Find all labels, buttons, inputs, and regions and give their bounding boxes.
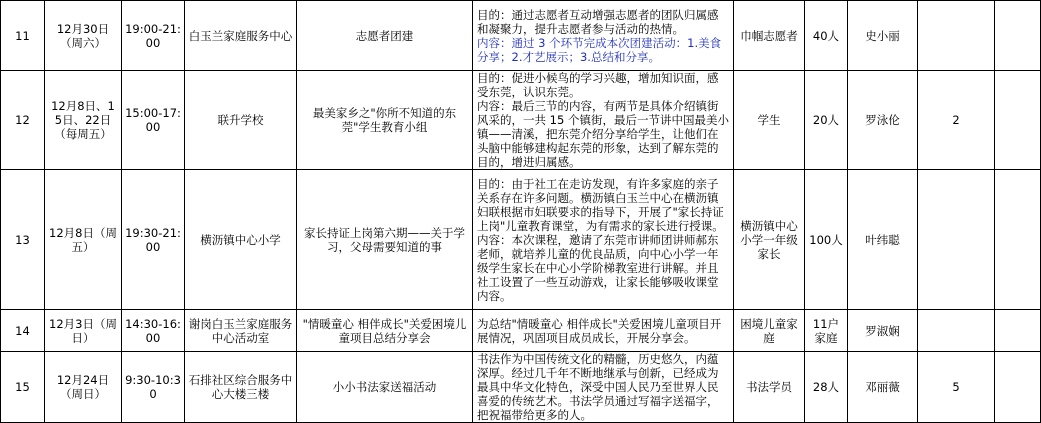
count-cell: 20人 [805,71,848,170]
table-row [1,310,1041,352]
staff-cell: 叶纬聪 [848,170,918,310]
row-number: 12 [1,71,45,170]
content-purpose: 目的：由于社工在走访发现，有许多家庭的亲子关系存在许多问题。横沥镇白玉兰中心在横沥镇妇联根据市妇联要求的指导下，开展了"家长持证上岗"儿童教育课堂，为有需求的家长进行授课。 [477,176,724,233]
activity-cell: 小小书法家送福活动 [297,352,473,423]
table-row [1,71,1041,170]
content-detail: 内容：通过 3 个环节完成本次团建活动：1.美食分享；2.才艺展示；3.总结和分享。 [477,35,722,64]
count-cell: 100人 [805,170,848,310]
staff-cell: 史小丽 [848,1,918,71]
blank-cell [995,352,1041,423]
activity-cell: 志愿者团建 [297,1,473,71]
target-cell: 横沥镇中心小学一年级家长 [734,170,805,310]
staff-cell: 邓丽薇 [848,352,918,423]
time-cell: 19:00-21:00 [122,1,185,71]
location-cell: 横沥镇中心小学 [185,170,297,310]
content-cell [473,170,734,310]
activity-cell: "情暖童心 相伴成长"关爱困境儿童项目总结分享会 [297,310,473,352]
location-cell: 白玉兰家庭服务中心 [185,1,297,71]
content-cell [473,310,734,352]
activity-cell: 家长持证上岗第六期——关于学习，父母需要知道的事 [297,170,473,310]
blank-cell [995,310,1041,352]
content-purpose: 目的：通过志愿者互动增强志愿者的团队归属感和凝聚力，提升志愿者参与活动的热情。 [477,7,719,36]
content-cell [473,71,734,170]
location-cell: 石排社区综合服务中心大楼三楼 [185,352,297,423]
target-cell: 困境儿童家庭 [734,310,805,352]
content-detail: 内容：本次课程，邀请了东莞市讲师团讲师郝东老师，就培养儿童的优良品质，向中心小学一年级学生家长在中心小学阶梯教室进行讲解。并且社工设置了一些互动游戏，让家长能够吸收课堂内容。 [477,232,719,303]
count-cell: 28人 [805,352,848,423]
activity-cell: 最美家乡之"你所不知道的东莞"学生教育小组 [297,71,473,170]
time-cell: 19:30-21:00 [122,170,185,310]
time-cell: 15:00-17:00 [122,71,185,170]
content-purpose: 为总结"情暖童心 相伴成长"关爱困境儿童项目开展情况，巩固项目成员成长，开展分享会。 [477,316,722,345]
row-number: 11 [1,1,45,71]
table-row [1,170,1041,310]
location-cell: 谢岗白玉兰家庭服务中心活动室 [185,310,297,352]
blank-cell [995,170,1041,310]
staff-cell: 罗淑娴 [848,310,918,352]
date-cell: 12月3日（周日） [45,310,122,352]
count-cell: 40人 [805,1,848,71]
blank-cell [995,71,1041,170]
location-cell: 联升学校 [185,71,297,170]
row-number: 14 [1,310,45,352]
content-purpose: 书法作为中国传统文化的精髓，历史悠久，内蕴深厚。经过几千年不断地继承与创新，已经成为最具中华文化特色，深受中国人民乃至世界人民喜爱的传统艺术。书法学员通过写福字送福字，把祝福带给更多的人。 [477,352,719,422]
time-cell: 14:30-16:00 [122,310,185,352]
row-number: 15 [1,352,45,423]
target-cell: 书法学员 [734,352,805,423]
date-cell: 12月8日（周五） [45,170,122,310]
extra-cell [918,310,995,352]
blank-cell [995,1,1041,71]
content-detail: 内容：最后三节的内容，有两节是具体介绍镇街风采的，一共 15 个镇街，最后一节讲中国最美小镇——清溪，把东莞介绍分享给学生，让他们在头脑中能够建构起东莞的形象，达到了解东莞的目的，增进归属感。 [477,99,729,169]
content-cell [473,1,734,71]
extra-cell: 2 [918,71,995,170]
table-row [1,1,1041,71]
extra-cell [918,170,995,310]
content-purpose: 目的：促进小候鸟的学习兴趣，增加知识面，感受东莞，认识东莞。 [477,71,719,99]
count-cell: 11户家庭 [805,310,848,352]
time-cell: 9:30-10:30 [122,352,185,423]
date-cell: 12月24日（周日） [45,352,122,423]
target-cell: 巾帼志愿者 [734,1,805,71]
extra-cell: 5 [918,352,995,423]
date-cell: 12月8日、15日、22日（每周五） [45,71,122,170]
target-cell: 学生 [734,71,805,170]
row-number: 13 [1,170,45,310]
date-cell: 12月30日（周六） [45,1,122,71]
extra-cell [918,1,995,71]
content-cell [473,352,734,423]
table-row [1,352,1041,423]
staff-cell: 罗泳伦 [848,71,918,170]
